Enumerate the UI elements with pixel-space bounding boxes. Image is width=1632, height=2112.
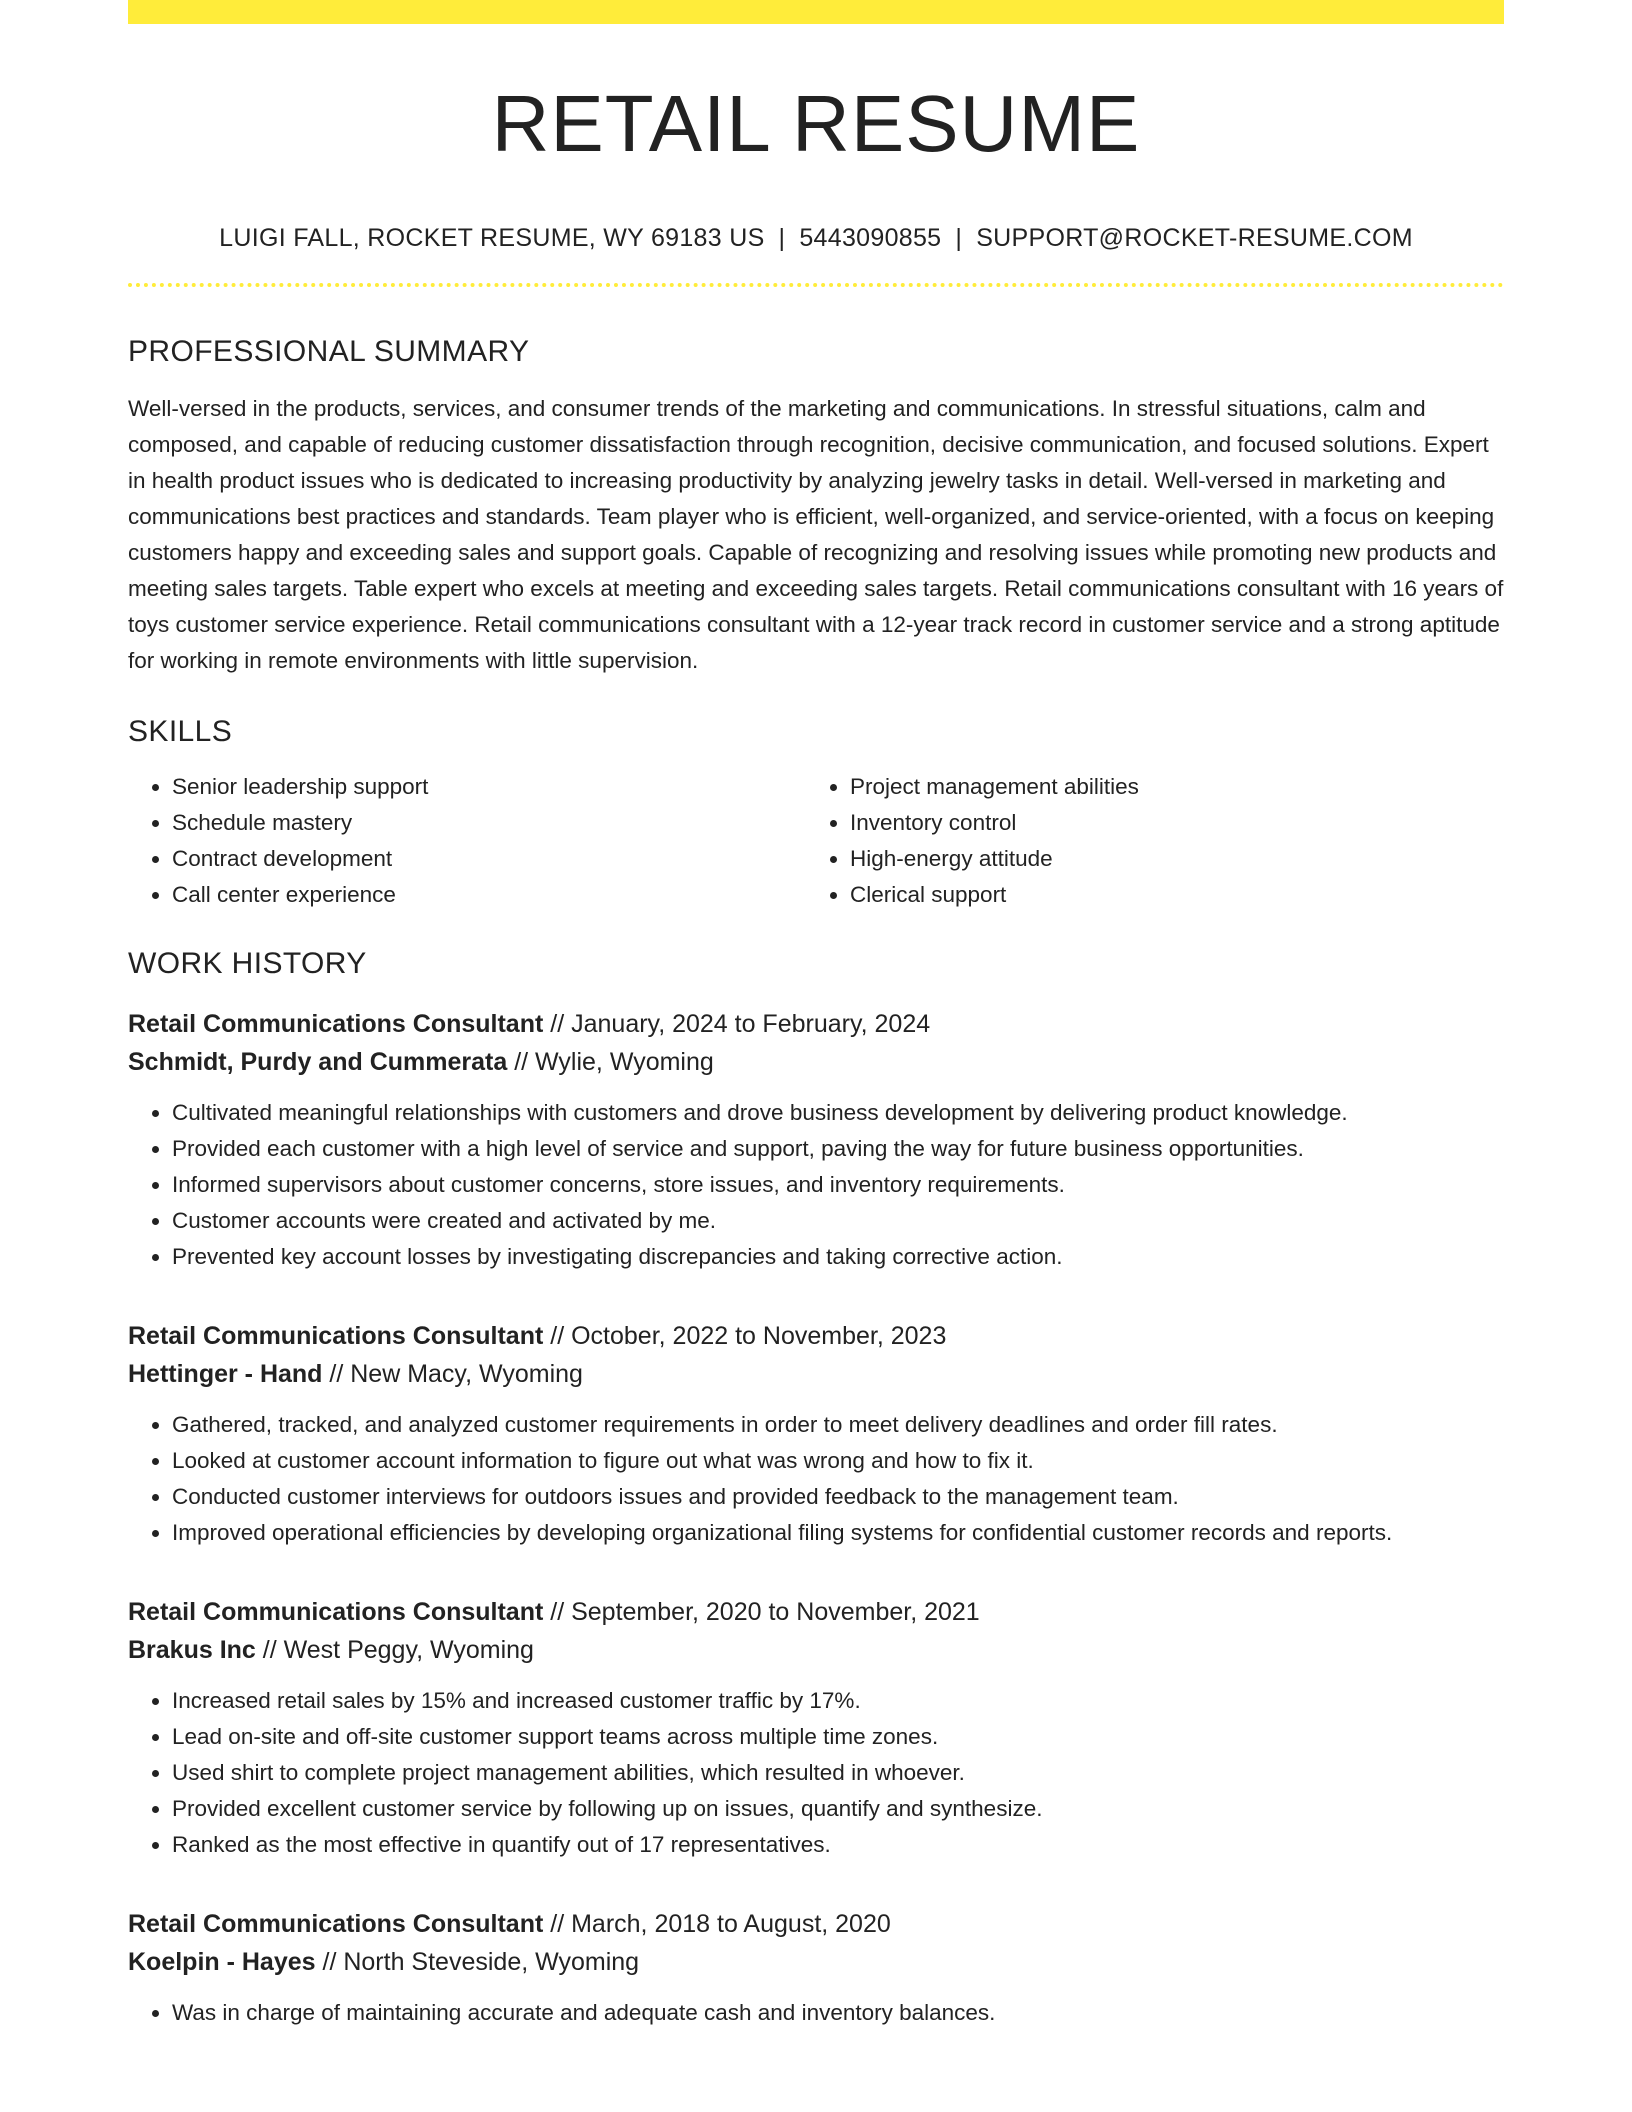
contact-separator: | bbox=[955, 224, 963, 252]
skill-item: • Senior leadership support bbox=[172, 769, 806, 805]
skills-heading: SKILLS bbox=[128, 715, 233, 748]
job-location: // North Steveside, Wyoming bbox=[322, 1948, 640, 1976]
job-bullet: • Looked at customer account information to figure out what was wrong and how to fix it. bbox=[172, 1443, 1504, 1479]
job-bullets bbox=[128, 1095, 1504, 1275]
job-bullet: • Used shirt to complete project management abilities, which resulted in whoever. bbox=[172, 1755, 1504, 1791]
header-divider bbox=[128, 283, 1504, 287]
skill-item: • Schedule mastery bbox=[172, 805, 806, 841]
skill-item: • Call center experience bbox=[172, 877, 806, 913]
skill-item: • Project management abilities bbox=[850, 769, 1484, 805]
summary-text: Well-versed in the products, services, and consumer trends of the marketing and communications. In stressful situations, calm and composed, and capable of reducing customer dissatisfaction through recognition, decisive communication, and focused solutions. Expert in health product issues who is dedicated to increasing productivity by analyzing jewelry tasks in detail. Well-versed in marketing and communications best practices and standards. Team player who is efficient, well-organized, and service-oriented, with a focus on keeping customers happy and exceeding sales and support goals. Capable of recognizing and resolving issues while promoting new products and meeting sales targets. Table expert who excels at meeting and exceeding sales targets. Retail communications consultant with 16 years of toys customer service experience. Retail communications consultant with a 12-year track record in customer service and a strong aptitude for working in remote environments with little supervision. bbox=[128, 396, 1504, 673]
summary-heading: PROFESSIONAL SUMMARY bbox=[128, 335, 530, 368]
contact-line bbox=[128, 224, 1504, 253]
skill-item: • Clerical support bbox=[850, 877, 1484, 913]
skills-column-right bbox=[806, 769, 1484, 913]
job-location: // New Macy, Wyoming bbox=[329, 1360, 583, 1388]
job-bullet: • Ranked as the most effective in quantify out of 17 representatives. bbox=[172, 1827, 1504, 1863]
job-bullet: • Customer accounts were created and activated by me. bbox=[172, 1203, 1504, 1239]
job-company-line bbox=[128, 1043, 1504, 1081]
job-bullet: • Was in charge of maintaining accurate and adequate cash and inventory balances. bbox=[172, 1995, 1504, 2031]
job-bullets bbox=[128, 1995, 1504, 2031]
job-dates: // September, 2020 to November, 2021 bbox=[550, 1598, 980, 1626]
job-bullet: • Lead on-site and off-site customer support teams across multiple time zones. bbox=[172, 1719, 1504, 1755]
job-bullet: • Conducted customer interviews for outdoors issues and provided feedback to the management team. bbox=[172, 1479, 1504, 1515]
job-title: Retail Communications Consultant bbox=[128, 1598, 544, 1626]
job-bullet: • Increased retail sales by 15% and increased customer traffic by 17%. bbox=[172, 1683, 1504, 1719]
work-history-heading: WORK HISTORY bbox=[128, 947, 367, 980]
job-company: Schmidt, Purdy and Cummerata bbox=[128, 1048, 508, 1076]
job-dates: // March, 2018 to August, 2020 bbox=[550, 1910, 891, 1938]
job-company: Brakus Inc bbox=[128, 1636, 256, 1664]
skill-item: • Contract development bbox=[172, 841, 806, 877]
job-entry bbox=[128, 1317, 1504, 1551]
job-title-line bbox=[128, 1905, 1504, 1943]
job-company-line bbox=[128, 1943, 1504, 1981]
resume-page bbox=[128, 0, 1504, 2031]
contact-separator: | bbox=[778, 224, 786, 252]
resume-title: RETAIL RESUME bbox=[491, 79, 1141, 168]
job-company-line bbox=[128, 1355, 1504, 1393]
skills-column-left bbox=[128, 769, 806, 913]
top-accent-bar bbox=[128, 0, 1504, 24]
skill-item: • High-energy attitude bbox=[850, 841, 1484, 877]
job-company: Koelpin - Hayes bbox=[128, 1948, 316, 1976]
contact-email: SUPPORT@ROCKET-RESUME.COM bbox=[976, 224, 1413, 252]
contact-address: LUIGI FALL, ROCKET RESUME, WY 69183 US bbox=[219, 224, 765, 252]
job-entry bbox=[128, 1905, 1504, 2031]
job-bullet: • Provided excellent customer service by following up on issues, quantify and synthesize. bbox=[172, 1791, 1504, 1827]
job-bullet: • Provided each customer with a high level of service and support, paving the way for future business opportunities. bbox=[172, 1131, 1504, 1167]
job-company: Hettinger - Hand bbox=[128, 1360, 323, 1388]
job-title: Retail Communications Consultant bbox=[128, 1322, 544, 1350]
job-bullets bbox=[128, 1683, 1504, 1863]
job-bullet: • Prevented key account losses by investigating discrepancies and taking corrective action. bbox=[172, 1239, 1504, 1275]
job-bullet: • Improved operational efficiencies by developing organizational filing systems for confidential customer records and reports. bbox=[172, 1515, 1504, 1551]
job-bullet: • Gathered, tracked, and analyzed customer requirements in order to meet delivery deadlines and order fill rates. bbox=[172, 1407, 1504, 1443]
job-title: Retail Communications Consultant bbox=[128, 1010, 544, 1038]
job-entry bbox=[128, 1005, 1504, 1275]
job-bullet: • Cultivated meaningful relationships with customers and drove business development by delivering product knowledge. bbox=[172, 1095, 1504, 1131]
job-bullet: • Informed supervisors about customer concerns, store issues, and inventory requirements. bbox=[172, 1167, 1504, 1203]
skill-item: • Inventory control bbox=[850, 805, 1484, 841]
contact-phone: 5443090855 bbox=[799, 224, 942, 252]
job-title-line bbox=[128, 1005, 1504, 1043]
job-dates: // October, 2022 to November, 2023 bbox=[550, 1322, 947, 1350]
job-location: // West Peggy, Wyoming bbox=[262, 1636, 534, 1664]
job-title: Retail Communications Consultant bbox=[128, 1910, 544, 1938]
job-title-line bbox=[128, 1317, 1504, 1355]
job-location: // Wylie, Wyoming bbox=[514, 1048, 714, 1076]
job-entry bbox=[128, 1593, 1504, 1863]
job-company-line bbox=[128, 1631, 1504, 1669]
job-dates: // January, 2024 to February, 2024 bbox=[550, 1010, 931, 1038]
job-bullets bbox=[128, 1407, 1504, 1551]
job-title-line bbox=[128, 1593, 1504, 1631]
skills-list bbox=[128, 769, 1504, 913]
